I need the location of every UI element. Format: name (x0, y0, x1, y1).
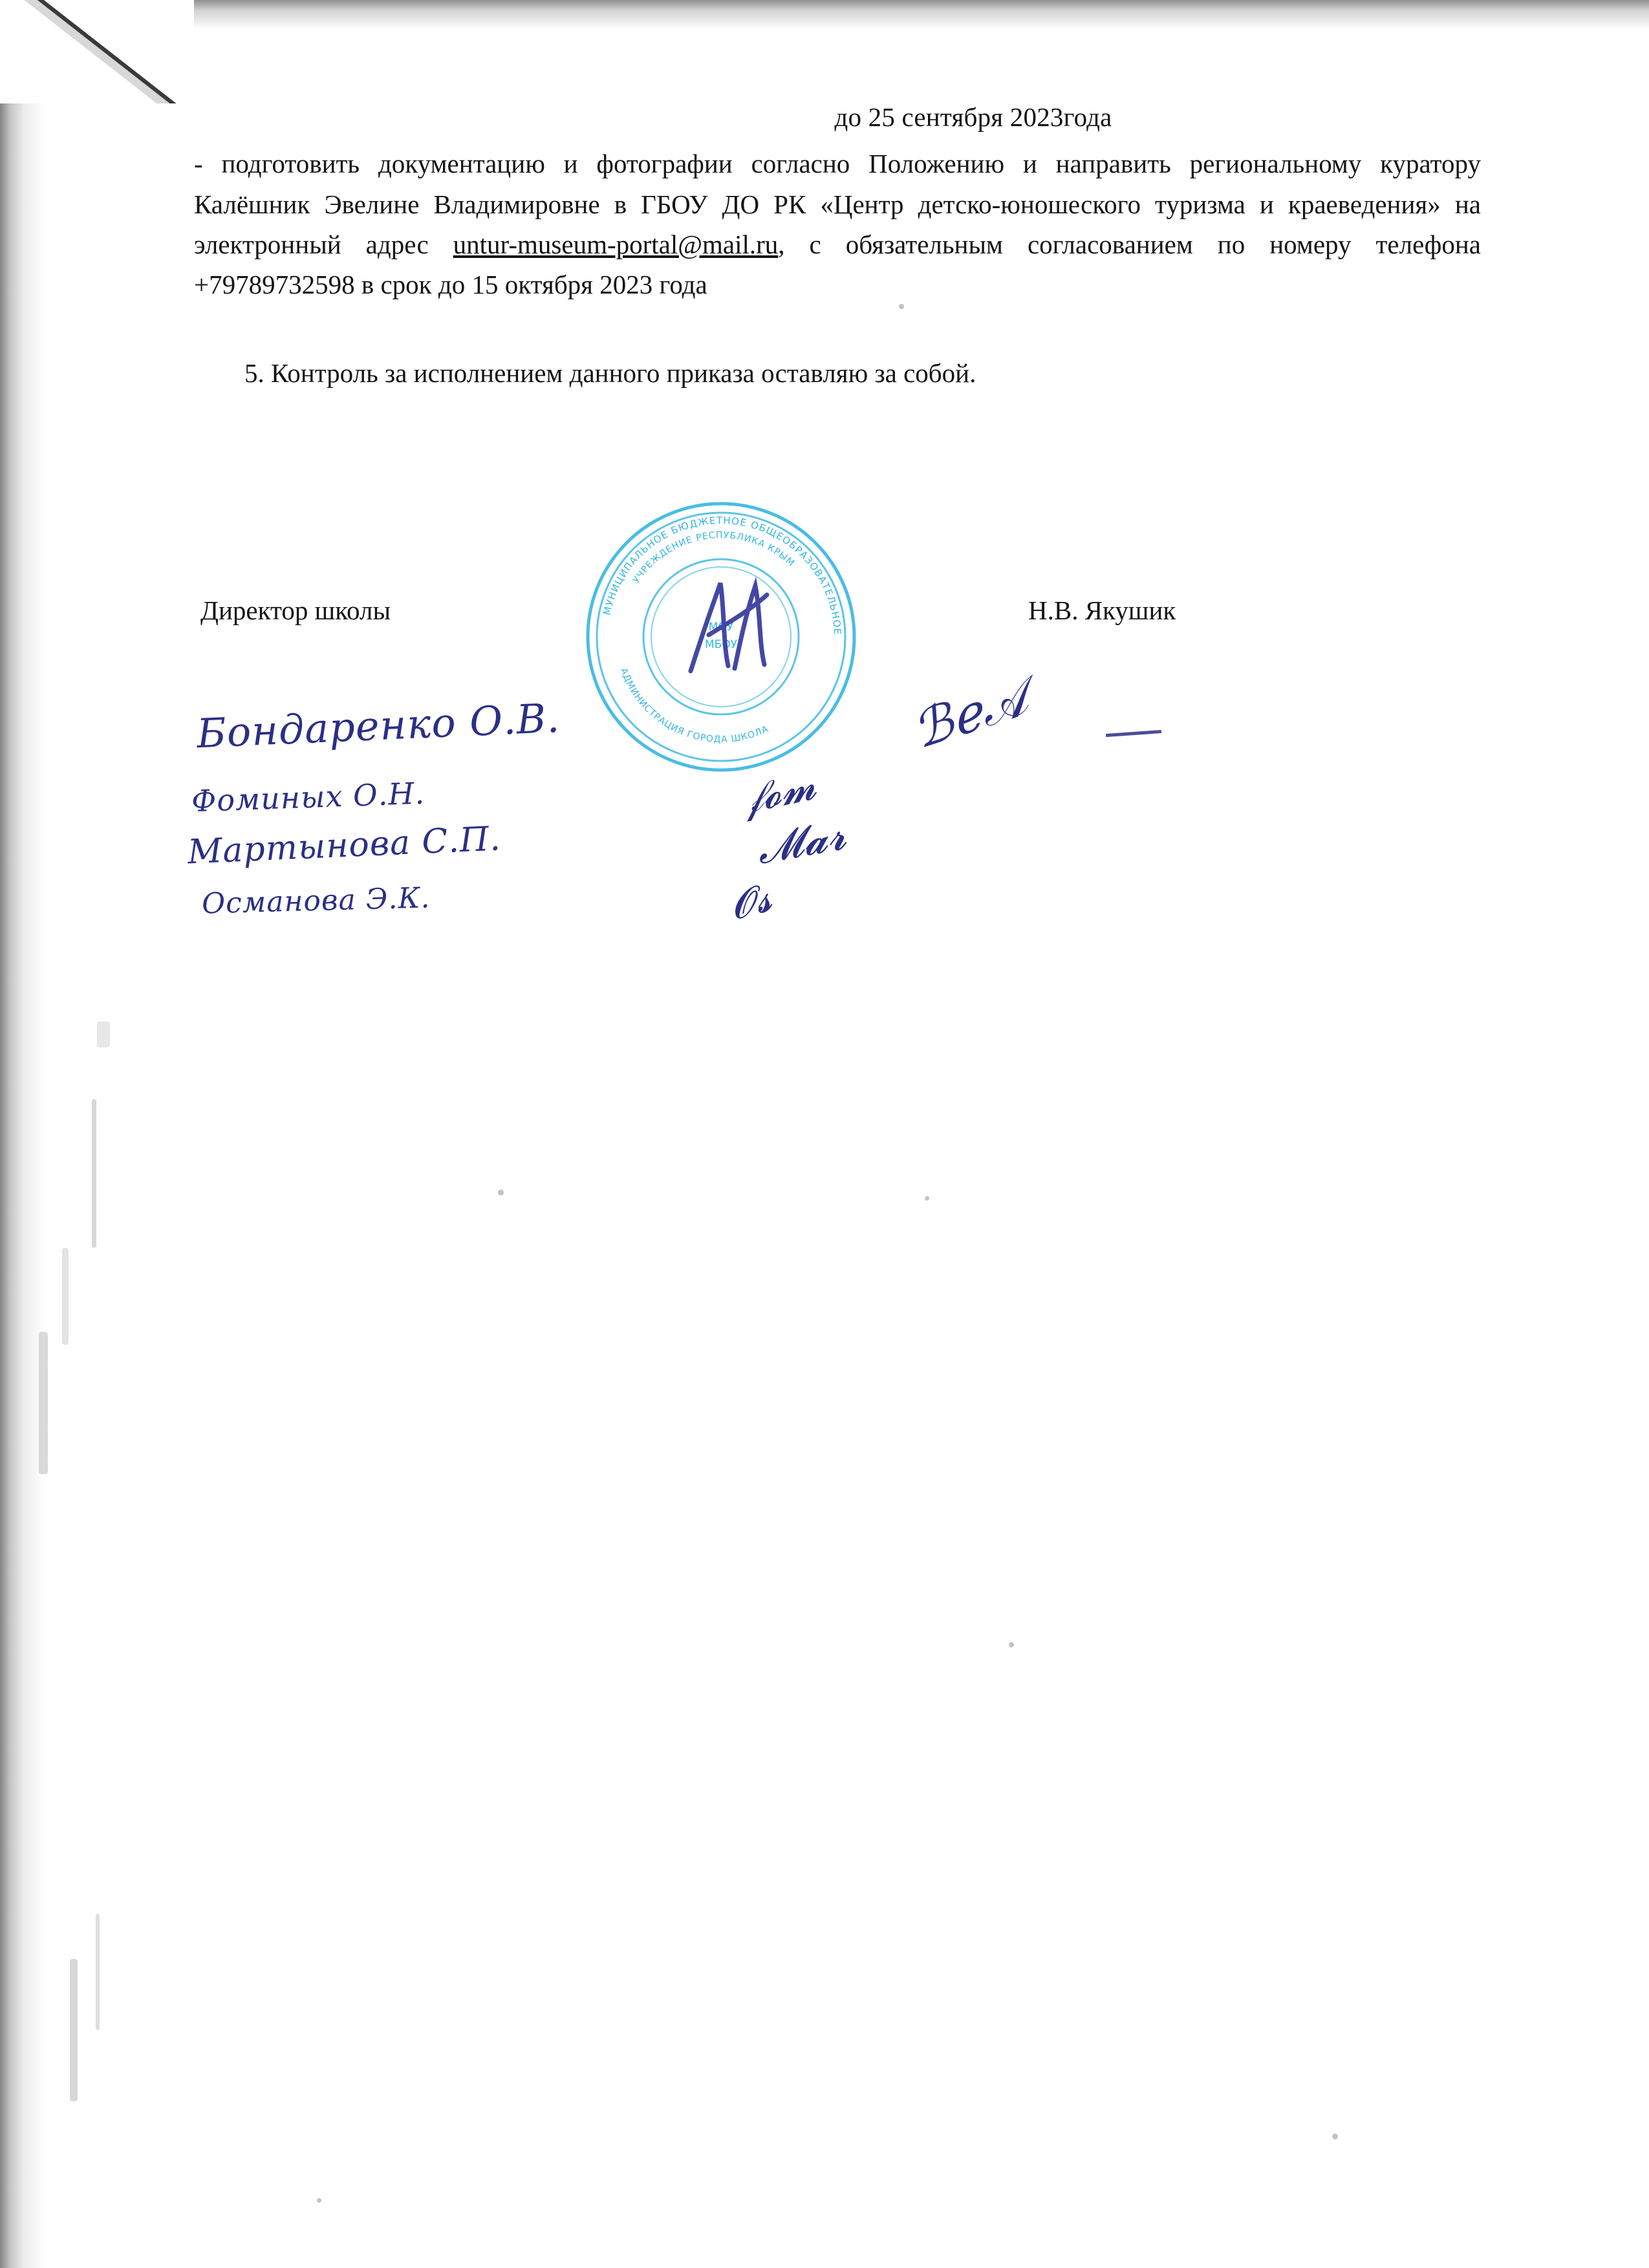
paragraph-text-before-link: - подготовить документацию и фотографии согласно Положению и направить региональному куратору Калёшник Эвелине Владимировне в ГБОУ ДО РК «Центр детско-юношеского туризма и краеведения» на электронный адрес (194, 149, 1481, 259)
handwritten-name-3: Мартынова С.П. (186, 819, 502, 872)
official-round-stamp (582, 498, 860, 776)
scan-speck (1009, 1642, 1014, 1647)
signature-dash (1106, 730, 1161, 737)
handwritten-name-4: Османова Э.К. (201, 881, 431, 921)
scan-streak (96, 1914, 100, 2030)
scan-edge-shadow-left (0, 0, 45, 2268)
signature-flourish-4: 𝓞𝓼 (726, 875, 776, 929)
signature-flourish-3: 𝓜𝓪𝓻 (753, 811, 850, 874)
scan-streak (70, 1959, 78, 2101)
scan-speck (317, 2198, 321, 2203)
deadline-line: до 25 сентября 2023года (834, 102, 1112, 132)
document-body (194, 97, 1481, 393)
scan-speck (925, 1196, 929, 1201)
signature-flourish-2: 𝒻𝓸𝓶 (739, 761, 821, 822)
handwritten-name-1: Бондаренко О.В. (195, 694, 561, 758)
scan-streak (62, 1248, 69, 1345)
signature-flourish-1: ℬℯ𝒜 (905, 669, 1035, 760)
paragraph-text-after-link: , с обязательным согласованием по номеру телефона +79789732598 в срок до 15 октября 2023 года (194, 229, 1481, 300)
signatory-role: Директор школы (200, 595, 391, 625)
signatory-name: Н.В. Якушик (1028, 595, 1176, 625)
scan-folded-corner (0, 0, 194, 103)
svg-text:МОУ: МОУ (708, 621, 734, 634)
svg-text:УЧРЕЖДЕНИЕ РЕСПУБЛИКА КРЫМ: УЧРЕЖДЕНИЕ РЕСПУБЛИКА КРЫМ (630, 530, 797, 586)
svg-text:МУНИЦИПАЛЬНОЕ БЮДЖЕТНОЕ ОБЩЕОБ: МУНИЦИПАЛЬНОЕ БЮДЖЕТНОЕ ОБЩЕОБРАЗОВАТЕЛЬНОЕ (601, 514, 844, 636)
svg-text:АДМИНИСТРАЦИЯ ГОРОДА ШКОЛА: АДМИНИСТРАЦИЯ ГОРОДА ШКОЛА (618, 667, 771, 745)
handwritten-name-2: Фоминых О.Н. (191, 775, 426, 819)
svg-text:МБОУ: МБОУ (704, 638, 738, 651)
scan-streak (97, 1022, 110, 1047)
scan-streak (92, 1099, 96, 1248)
scan-edge-shadow-top (0, 0, 1649, 30)
order-paragraph (194, 144, 1481, 305)
scan-speck (1332, 2134, 1338, 2139)
email-link[interactable]: untur-museum-portal@mail.ru (453, 229, 779, 259)
scan-streak (39, 1332, 48, 1474)
order-item-5: 5. Контроль за исполнением данного приказа оставляю за собой. (244, 358, 976, 388)
scan-speck (498, 1190, 504, 1195)
